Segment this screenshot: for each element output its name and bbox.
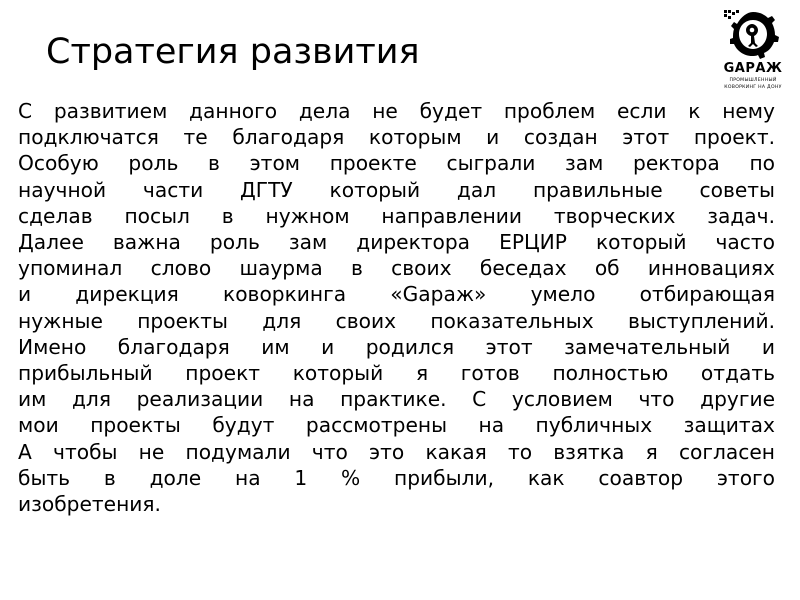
body-line: им для реализации на практике. С условием что другие [18, 387, 775, 412]
garage-logo [722, 8, 784, 96]
body-line: научной части ДГТУ который дал правильные советы [18, 177, 775, 202]
gear-tree-logo-icon [722, 8, 784, 62]
body-line: прибыльный проект который я готов полностью отдать [18, 361, 775, 386]
body-line: А чтобы не подумали что это какая то взятка я согласен [18, 439, 775, 464]
slide-body-text [18, 98, 775, 517]
body-line: упоминал слово шаурма в своих беседах об инновациях [18, 256, 775, 281]
body-line: Имено благодаря им и родился этот замечательный и [18, 334, 775, 359]
body-line: Далее важна роль зам директора ЕРЦИР который часто [18, 230, 775, 255]
logo-tagline-line-1: ПРОМЫШЛЕННЫЙ [729, 78, 777, 83]
body-line: Особую роль в этом проекте сыграли зам ректора по [18, 151, 775, 176]
body-line: и дирекция коворкинга «Gараж» умело отбирающая [18, 282, 775, 307]
body-line: быть в доле на 1 % прибыли, как соавтор этого [18, 465, 775, 490]
body-line: изобретения. [18, 492, 161, 517]
body-line: мои проекты будут рассмотрены на публичных защитах [18, 413, 775, 438]
logo-wordmark: GАРАЖ [723, 61, 783, 76]
body-line: С развитием данного дела не будет проблем если к нему [18, 99, 775, 123]
body-line: нужные проекты для своих показательных выступлений. [18, 308, 775, 333]
slide-title: Стратегия развития [46, 32, 420, 72]
body-line: подключатся те благодаря которым и создан этот проект. [18, 125, 775, 150]
logo-tagline-line-2: КОВОРКИНГ НА ДОНУ [724, 85, 782, 90]
body-line: сделав посыл в нужном направлении творческих задач. [18, 203, 775, 228]
